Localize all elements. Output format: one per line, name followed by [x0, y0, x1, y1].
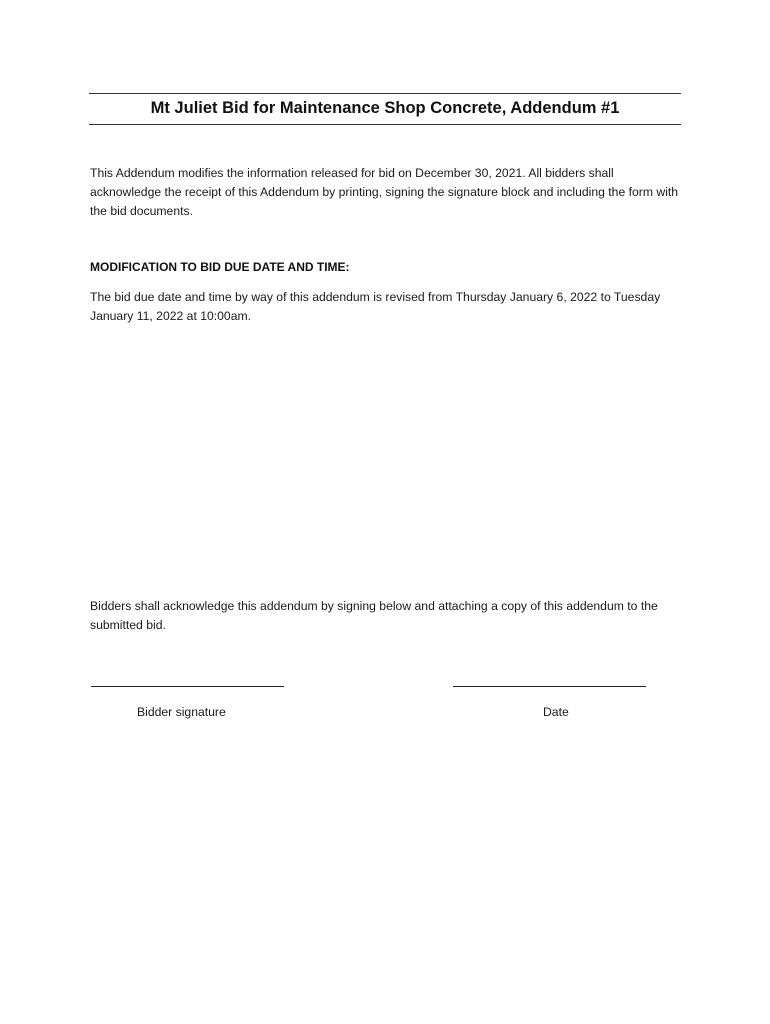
document-title: Mt Juliet Bid for Maintenance Shop Concrete, Addendum #1: [150, 99, 620, 117]
title-block: [89, 93, 681, 125]
section-heading: MODIFICATION TO BID DUE DATE AND TIME:: [90, 260, 350, 274]
bidder-signature-line: [91, 686, 284, 687]
date-line: [453, 686, 646, 687]
date-label: Date: [543, 705, 569, 719]
intro-paragraph: This Addendum modifies the information released for bid on December 30, 2021. All bidders shall acknowledge the receipt of this Addendum by printing, signing the signature block and including the form with the bid documents.: [90, 166, 679, 218]
bidder-signature-label: Bidder signature: [137, 705, 226, 719]
acknowledgement-paragraph: Bidders shall acknowledge this addendum by signing below and attaching a copy of this addendum to the submitted bid.: [90, 599, 658, 632]
revision-paragraph: The bid due date and time by way of this addendum is revised from Thursday January 6, 2022 to Tuesday January 11, 2022 at 10:00am.: [90, 290, 661, 323]
